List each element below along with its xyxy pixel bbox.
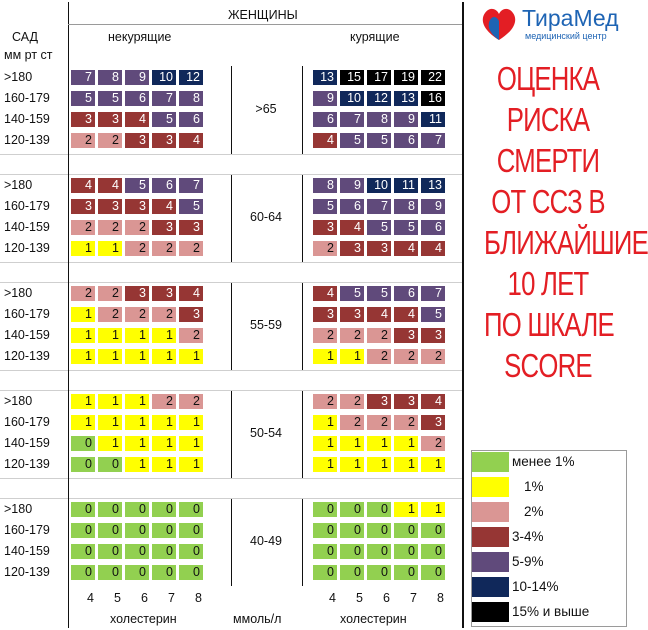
- risk-cell: 3: [312, 306, 338, 323]
- risk-cell: 4: [339, 219, 365, 236]
- risk-cell: 2: [366, 348, 392, 365]
- bp-row-label: >180: [4, 178, 33, 192]
- risk-cell: 2: [420, 435, 446, 452]
- title-line-3: СМЕРТИ: [496, 142, 600, 179]
- risk-cell: 4: [420, 393, 446, 410]
- risk-cell: 2: [151, 393, 177, 410]
- block-separator: [0, 478, 462, 479]
- risk-cell: 0: [97, 543, 123, 560]
- risk-cell: 6: [178, 111, 204, 128]
- risk-cell: 1: [70, 240, 96, 257]
- risk-cell: 2: [312, 240, 338, 257]
- risk-cell: 2: [151, 306, 177, 323]
- risk-cell: 5: [366, 285, 392, 302]
- cholesterol-tick: 4: [329, 591, 336, 605]
- risk-cell: 9: [312, 90, 338, 107]
- risk-cell: 2: [124, 219, 150, 236]
- risk-cell: 0: [420, 522, 446, 539]
- bp-row-label: 120-139: [4, 241, 50, 255]
- risk-cell: 1: [312, 435, 338, 452]
- legend-label: 2%: [524, 504, 544, 519]
- cholesterol-tick: 6: [383, 591, 390, 605]
- risk-cell: 9: [339, 177, 365, 194]
- risk-cell: 0: [178, 564, 204, 581]
- risk-cell: 0: [151, 501, 177, 518]
- risk-cell: 4: [312, 132, 338, 149]
- risk-cell: 3: [393, 393, 419, 410]
- risk-cell: 1: [70, 348, 96, 365]
- risk-cell: 11: [393, 177, 419, 194]
- risk-cell: 5: [178, 198, 204, 215]
- risk-cell: 3: [312, 219, 338, 236]
- nonsmokers-label: некурящие: [108, 30, 172, 44]
- risk-cell: 2: [366, 414, 392, 431]
- risk-cell: 3: [124, 285, 150, 302]
- bp-row-label: 140-159: [4, 436, 50, 450]
- risk-cell: 4: [97, 177, 123, 194]
- bp-row-label: 160-179: [4, 199, 50, 213]
- title-line-6: 10 ЛЕТ: [507, 265, 589, 302]
- risk-cell: 7: [151, 90, 177, 107]
- risk-cell: 2: [70, 219, 96, 236]
- age-box: [231, 282, 303, 370]
- smokers-label: курящие: [350, 30, 400, 44]
- risk-cell: 3: [124, 198, 150, 215]
- risk-cell: 10: [151, 69, 177, 86]
- risk-cell: 3: [151, 285, 177, 302]
- title-line-2: РИСКА: [506, 101, 590, 138]
- risk-cell: 8: [97, 69, 123, 86]
- risk-cell: 8: [366, 111, 392, 128]
- risk-cell: 5: [420, 306, 446, 323]
- risk-cell: 2: [97, 285, 123, 302]
- risk-cell: 7: [366, 198, 392, 215]
- cholesterol-label-right: холестерин: [340, 612, 407, 626]
- risk-cell: 2: [339, 393, 365, 410]
- bp-row-label: 120-139: [4, 133, 50, 147]
- bp-row-label: 160-179: [4, 91, 50, 105]
- risk-cell: 5: [339, 132, 365, 149]
- risk-cell: 1: [97, 393, 123, 410]
- table-border-right: [462, 2, 464, 628]
- sad-label: САД: [12, 30, 38, 44]
- risk-cell: 0: [420, 564, 446, 581]
- risk-cell: 9: [420, 198, 446, 215]
- risk-cell: 2: [393, 414, 419, 431]
- risk-cell: 0: [97, 501, 123, 518]
- legend-label: 15% и выше: [512, 604, 590, 619]
- risk-cell: 6: [420, 219, 446, 236]
- risk-cell: 0: [124, 501, 150, 518]
- risk-cell: 6: [312, 111, 338, 128]
- risk-cell: 5: [393, 219, 419, 236]
- risk-cell: 2: [339, 414, 365, 431]
- risk-cell: 3: [178, 306, 204, 323]
- risk-cell: 0: [151, 522, 177, 539]
- risk-cell: 1: [178, 435, 204, 452]
- risk-cell: 1: [366, 435, 392, 452]
- risk-cell: 6: [339, 198, 365, 215]
- title-line-1: ОЦЕНКА: [496, 60, 600, 97]
- risk-cell: 2: [97, 132, 123, 149]
- risk-cell: 6: [151, 177, 177, 194]
- risk-cell: 0: [124, 522, 150, 539]
- legend-label: 3-4%: [512, 529, 544, 544]
- risk-cell: 2: [312, 393, 338, 410]
- bp-row-label: >180: [4, 70, 33, 84]
- block-separator: [0, 282, 462, 283]
- risk-cell: 1: [70, 327, 96, 344]
- risk-cell: 1: [151, 327, 177, 344]
- risk-cell: 0: [312, 564, 338, 581]
- risk-cell: 1: [312, 456, 338, 473]
- risk-cell: 15: [339, 69, 365, 86]
- bp-row-label: 140-159: [4, 328, 50, 342]
- risk-cell: 5: [151, 111, 177, 128]
- risk-cell: 9: [124, 69, 150, 86]
- legend-border: [471, 450, 627, 627]
- risk-cell: 0: [97, 564, 123, 581]
- risk-cell: 3: [366, 393, 392, 410]
- risk-cell: 1: [124, 435, 150, 452]
- risk-cell: 3: [70, 111, 96, 128]
- risk-cell: 10: [366, 177, 392, 194]
- risk-cell: 1: [178, 456, 204, 473]
- risk-cell: 0: [151, 543, 177, 560]
- title-line-8: SCORE: [504, 347, 592, 384]
- risk-cell: 5: [70, 90, 96, 107]
- age-box: [231, 390, 303, 478]
- risk-cell: 0: [97, 456, 123, 473]
- risk-cell: 4: [178, 132, 204, 149]
- bp-row-label: >180: [4, 286, 33, 300]
- risk-cell: 1: [178, 414, 204, 431]
- risk-cell: 7: [70, 69, 96, 86]
- bp-row-label: 120-139: [4, 565, 50, 579]
- cholesterol-tick: 7: [410, 591, 417, 605]
- risk-cell: 1: [393, 501, 419, 518]
- risk-cell: 0: [366, 564, 392, 581]
- legend-label: 5-9%: [512, 554, 544, 569]
- risk-cell: 1: [178, 348, 204, 365]
- risk-cell: 1: [97, 327, 123, 344]
- risk-cell: 4: [366, 306, 392, 323]
- risk-cell: 0: [393, 564, 419, 581]
- unit-label: мм рт ст: [4, 48, 53, 62]
- risk-cell: 11: [420, 111, 446, 128]
- cholesterol-unit: ммоль/л: [233, 612, 282, 626]
- risk-cell: 2: [124, 240, 150, 257]
- age-box: [231, 498, 303, 586]
- risk-cell: 2: [339, 327, 365, 344]
- risk-cell: 0: [151, 564, 177, 581]
- legend-label: менее 1%: [512, 454, 575, 469]
- risk-cell: 4: [393, 240, 419, 257]
- age-group-label: 40-49: [250, 534, 282, 548]
- risk-cell: 6: [124, 90, 150, 107]
- risk-cell: 0: [420, 543, 446, 560]
- risk-cell: 4: [420, 240, 446, 257]
- age-box: [231, 174, 303, 262]
- risk-cell: 3: [151, 132, 177, 149]
- risk-cell: 1: [124, 348, 150, 365]
- bp-row-label: 140-159: [4, 544, 50, 558]
- risk-cell: 2: [178, 240, 204, 257]
- risk-cell: 12: [178, 69, 204, 86]
- risk-cell: 4: [124, 111, 150, 128]
- risk-cell: 0: [366, 543, 392, 560]
- risk-cell: 0: [312, 501, 338, 518]
- risk-cell: 1: [420, 456, 446, 473]
- risk-cell: 19: [393, 69, 419, 86]
- risk-cell: 7: [339, 111, 365, 128]
- risk-cell: 2: [97, 219, 123, 236]
- risk-cell: 3: [97, 111, 123, 128]
- table-border-left: [68, 2, 69, 628]
- bp-row-label: >180: [4, 394, 33, 408]
- cholesterol-tick: 7: [168, 591, 175, 605]
- risk-cell: 0: [70, 501, 96, 518]
- block-separator: [0, 174, 462, 175]
- block-separator: [0, 262, 462, 263]
- cholesterol-tick: 4: [87, 591, 94, 605]
- risk-cell: 13: [312, 69, 338, 86]
- legend-label: 1%: [524, 479, 544, 494]
- heart-logo-icon: [477, 2, 521, 46]
- sex-title: ЖЕНЩИНЫ: [228, 8, 298, 22]
- risk-cell: 3: [393, 327, 419, 344]
- risk-cell: 0: [70, 456, 96, 473]
- risk-cell: 0: [339, 543, 365, 560]
- bp-row-label: 140-159: [4, 220, 50, 234]
- risk-cell: 1: [151, 414, 177, 431]
- age-group-label: 55-59: [250, 318, 282, 332]
- risk-cell: 0: [178, 522, 204, 539]
- risk-cell: 0: [393, 543, 419, 560]
- risk-cell: 8: [178, 90, 204, 107]
- risk-cell: 1: [312, 414, 338, 431]
- risk-cell: 4: [70, 177, 96, 194]
- cholesterol-tick: 8: [437, 591, 444, 605]
- risk-cell: 0: [366, 522, 392, 539]
- risk-cell: 1: [124, 456, 150, 473]
- risk-cell: 1: [151, 456, 177, 473]
- risk-cell: 0: [70, 543, 96, 560]
- risk-cell: 3: [420, 414, 446, 431]
- risk-cell: 1: [151, 435, 177, 452]
- risk-cell: 3: [420, 327, 446, 344]
- risk-cell: 1: [393, 435, 419, 452]
- risk-cell: 1: [70, 393, 96, 410]
- risk-cell: 4: [178, 285, 204, 302]
- risk-cell: 22: [420, 69, 446, 86]
- risk-cell: 5: [97, 90, 123, 107]
- risk-cell: 4: [312, 285, 338, 302]
- risk-cell: 3: [339, 240, 365, 257]
- risk-cell: 8: [393, 198, 419, 215]
- risk-cell: 1: [339, 435, 365, 452]
- risk-cell: 6: [393, 132, 419, 149]
- risk-cell: 0: [339, 501, 365, 518]
- risk-cell: 7: [420, 132, 446, 149]
- header-divider: [68, 24, 462, 25]
- bp-row-label: 120-139: [4, 349, 50, 363]
- risk-cell: 2: [124, 306, 150, 323]
- risk-cell: 2: [420, 348, 446, 365]
- risk-cell: 1: [124, 393, 150, 410]
- block-separator: [0, 498, 462, 499]
- title-line-4: ОТ ССЗ В: [491, 183, 605, 220]
- cholesterol-tick: 6: [141, 591, 148, 605]
- logo-name: ТираМед: [522, 5, 619, 31]
- risk-cell: 2: [178, 393, 204, 410]
- risk-cell: 1: [339, 456, 365, 473]
- risk-cell: 2: [178, 327, 204, 344]
- risk-cell: 1: [339, 348, 365, 365]
- bp-row-label: 160-179: [4, 307, 50, 321]
- risk-cell: 1: [420, 501, 446, 518]
- risk-cell: 0: [312, 543, 338, 560]
- risk-cell: 1: [97, 435, 123, 452]
- risk-cell: 2: [366, 327, 392, 344]
- risk-cell: 12: [366, 90, 392, 107]
- bp-row-label: 120-139: [4, 457, 50, 471]
- block-separator: [0, 370, 462, 371]
- risk-cell: 0: [178, 501, 204, 518]
- risk-cell: 2: [70, 285, 96, 302]
- risk-cell: 3: [366, 240, 392, 257]
- risk-cell: 0: [339, 522, 365, 539]
- bp-row-label: 140-159: [4, 112, 50, 126]
- risk-cell: 2: [70, 132, 96, 149]
- block-separator: [0, 390, 462, 391]
- risk-cell: 2: [151, 240, 177, 257]
- risk-cell: 8: [312, 177, 338, 194]
- risk-cell: 1: [312, 348, 338, 365]
- logo: [477, 2, 626, 46]
- risk-cell: 0: [393, 522, 419, 539]
- risk-cell: 0: [312, 522, 338, 539]
- age-group-label: 60-64: [250, 210, 282, 224]
- cholesterol-label-left: холестерин: [110, 612, 177, 626]
- bp-row-label: 160-179: [4, 523, 50, 537]
- logo-subtitle: медицинский центр: [525, 31, 607, 41]
- risk-cell: 5: [366, 132, 392, 149]
- risk-cell: 1: [97, 240, 123, 257]
- risk-cell: 3: [124, 132, 150, 149]
- risk-cell: 3: [97, 198, 123, 215]
- risk-cell: 2: [97, 306, 123, 323]
- risk-cell: 1: [70, 306, 96, 323]
- risk-cell: 5: [339, 285, 365, 302]
- risk-cell: 5: [124, 177, 150, 194]
- risk-cell: 1: [151, 348, 177, 365]
- risk-cell: 16: [420, 90, 446, 107]
- risk-cell: 7: [420, 285, 446, 302]
- legend-label: 10-14%: [512, 579, 559, 594]
- risk-cell: 1: [366, 456, 392, 473]
- cholesterol-tick: 5: [356, 591, 363, 605]
- risk-cell: 4: [393, 306, 419, 323]
- risk-cell: 13: [420, 177, 446, 194]
- risk-cell: 5: [366, 219, 392, 236]
- risk-cell: 13: [393, 90, 419, 107]
- risk-cell: 1: [97, 414, 123, 431]
- title-line-5: БЛИЖАЙШИЕ: [484, 224, 648, 261]
- risk-cell: 1: [393, 456, 419, 473]
- age-box: [231, 66, 303, 154]
- risk-cell: 0: [70, 435, 96, 452]
- risk-cell: 7: [178, 177, 204, 194]
- risk-cell: 3: [178, 219, 204, 236]
- risk-cell: 6: [393, 285, 419, 302]
- risk-cell: 0: [124, 564, 150, 581]
- title-line-7: ПО ШКАЛЕ: [484, 306, 614, 343]
- risk-cell: 9: [393, 111, 419, 128]
- risk-cell: 10: [339, 90, 365, 107]
- risk-cell: 5: [312, 198, 338, 215]
- bp-row-label: 160-179: [4, 415, 50, 429]
- risk-cell: 0: [97, 522, 123, 539]
- risk-cell: 3: [151, 219, 177, 236]
- risk-cell: 2: [393, 348, 419, 365]
- cholesterol-tick: 8: [195, 591, 202, 605]
- age-group-label: 50-54: [250, 426, 282, 440]
- legend: [472, 451, 626, 626]
- risk-cell: 3: [70, 198, 96, 215]
- risk-cell: 0: [366, 501, 392, 518]
- risk-cell: 3: [339, 306, 365, 323]
- block-separator: [0, 154, 462, 155]
- bp-row-label: >180: [4, 502, 33, 516]
- cholesterol-tick: 5: [114, 591, 121, 605]
- risk-cell: 0: [70, 564, 96, 581]
- risk-cell: 2: [312, 327, 338, 344]
- risk-cell: 0: [70, 522, 96, 539]
- risk-cell: 0: [339, 564, 365, 581]
- chart-title: [466, 58, 648, 386]
- risk-cell: 0: [178, 543, 204, 560]
- risk-cell: 1: [124, 327, 150, 344]
- risk-cell: 0: [124, 543, 150, 560]
- risk-cell: 1: [70, 414, 96, 431]
- risk-cell: 17: [366, 69, 392, 86]
- risk-cell: 1: [124, 414, 150, 431]
- age-group-label: >65: [255, 102, 277, 116]
- risk-cell: 1: [97, 348, 123, 365]
- risk-cell: 4: [151, 198, 177, 215]
